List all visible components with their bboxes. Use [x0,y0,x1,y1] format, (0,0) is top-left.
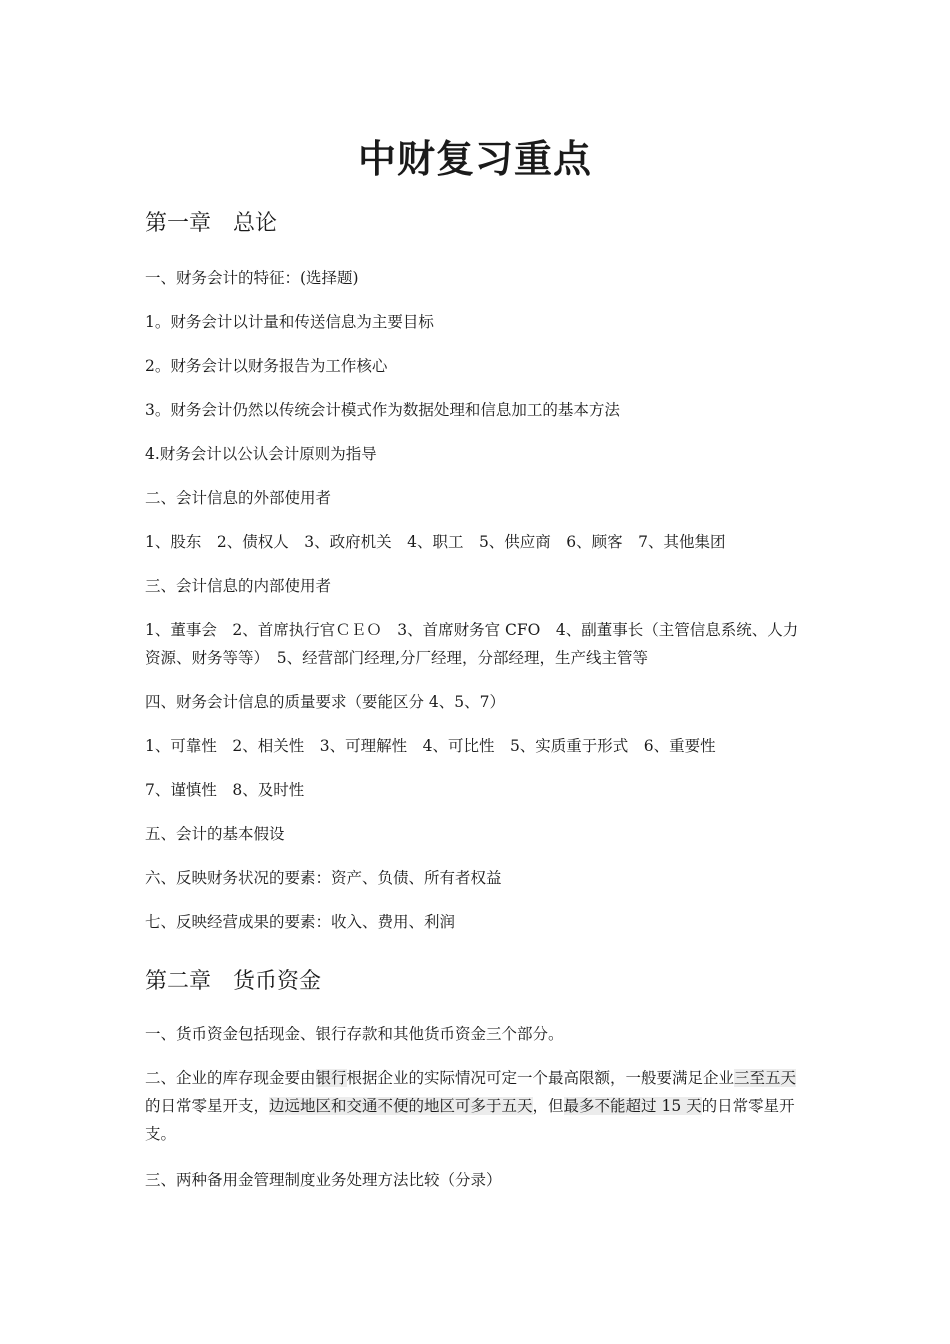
chapter-2-heading: 第二章 货币资金 [145,969,322,994]
ch1-line-7: 1、股东 2、债权人 3、政府机关 4、职工 5、供应商 6、顾客 7、其他集团 [145,533,726,551]
ch2-p2-text-4: ，但 [532,1097,564,1115]
ch2-p2-highlight-3: 边远地区和交通不便的地区可多于五天 [269,1097,533,1115]
ch1-line-11: 1、可靠性 2、相关性 3、可理解性 4、可比性 5、实质重于形式 6、重要性 [145,737,716,755]
ch2-p2-highlight-1: 银行 [315,1069,347,1087]
ch2-p2-text-2: 根据企业的实际情况可定一个最高限额，一般要满足企业 [346,1069,735,1087]
ch2-p2-highlight-2: 三至五天 [734,1069,797,1087]
document-title: 中财复习重点 [357,136,592,181]
ch1-line-10: 四、财务会计信息的质量要求（要能区分 4、5、7） [145,693,506,711]
ch2-line-3: 三、两种备用金管理制度业务处理方法比较（分录） [145,1171,502,1189]
ch2-p2-text-1: 二、企业的库存现金要由 [145,1069,316,1087]
ch1-line-14: 六、反映财务状况的要素：资产、负债、所有者权益 [145,869,502,887]
ch2-line-1: 一、货币资金包括现金、银行存款和其他货币资金三个部分。 [145,1025,564,1043]
ch2-p2-text-3: 的日常零星开支， [145,1097,270,1115]
ch2-p2-highlight-4: 最多不能超过 15 天 [563,1097,702,1115]
ch1-line-13: 五、会计的基本假设 [145,825,285,843]
ch1-line-3: 2。财务会计以财务报告为工作核心 [145,357,388,375]
ch1-line-8: 三、会计信息的内部使用者 [145,577,332,595]
ch1-line-2: 1。财务会计以计量和传送信息为主要目标 [145,313,434,331]
ch1-line-9: 1、董事会 2、首席执行官ＣＥＯ 3、首席财务官 CFO 4、副董事长（主管信息系统、人力资源、财务等等） 5、经营部门经理,分厂经理，分部经理，生产线主管等 [145,621,799,667]
ch2-paragraph-2 [145,1064,810,1148]
chapter-1-heading: 第一章 总论 [145,211,278,236]
ch1-line-12: 7、谨慎性 8、及时性 [145,781,305,799]
ch1-line-15: 七、反映经营成果的要素：收入、费用、利润 [145,913,456,931]
ch2-p2-text-5: 的日常零星开支。 [145,1097,795,1143]
ch1-line-4: 3。财务会计仍然以传统会计模式作为数据处理和信息加工的基本方法 [145,401,620,419]
ch1-line-5: 4.财务会计以公认会计原则为指导 [145,445,377,463]
ch1-line-6: 二、会计信息的外部使用者 [145,489,332,507]
ch1-line-1: 一、财务会计的特征：(选择题) [145,269,359,287]
